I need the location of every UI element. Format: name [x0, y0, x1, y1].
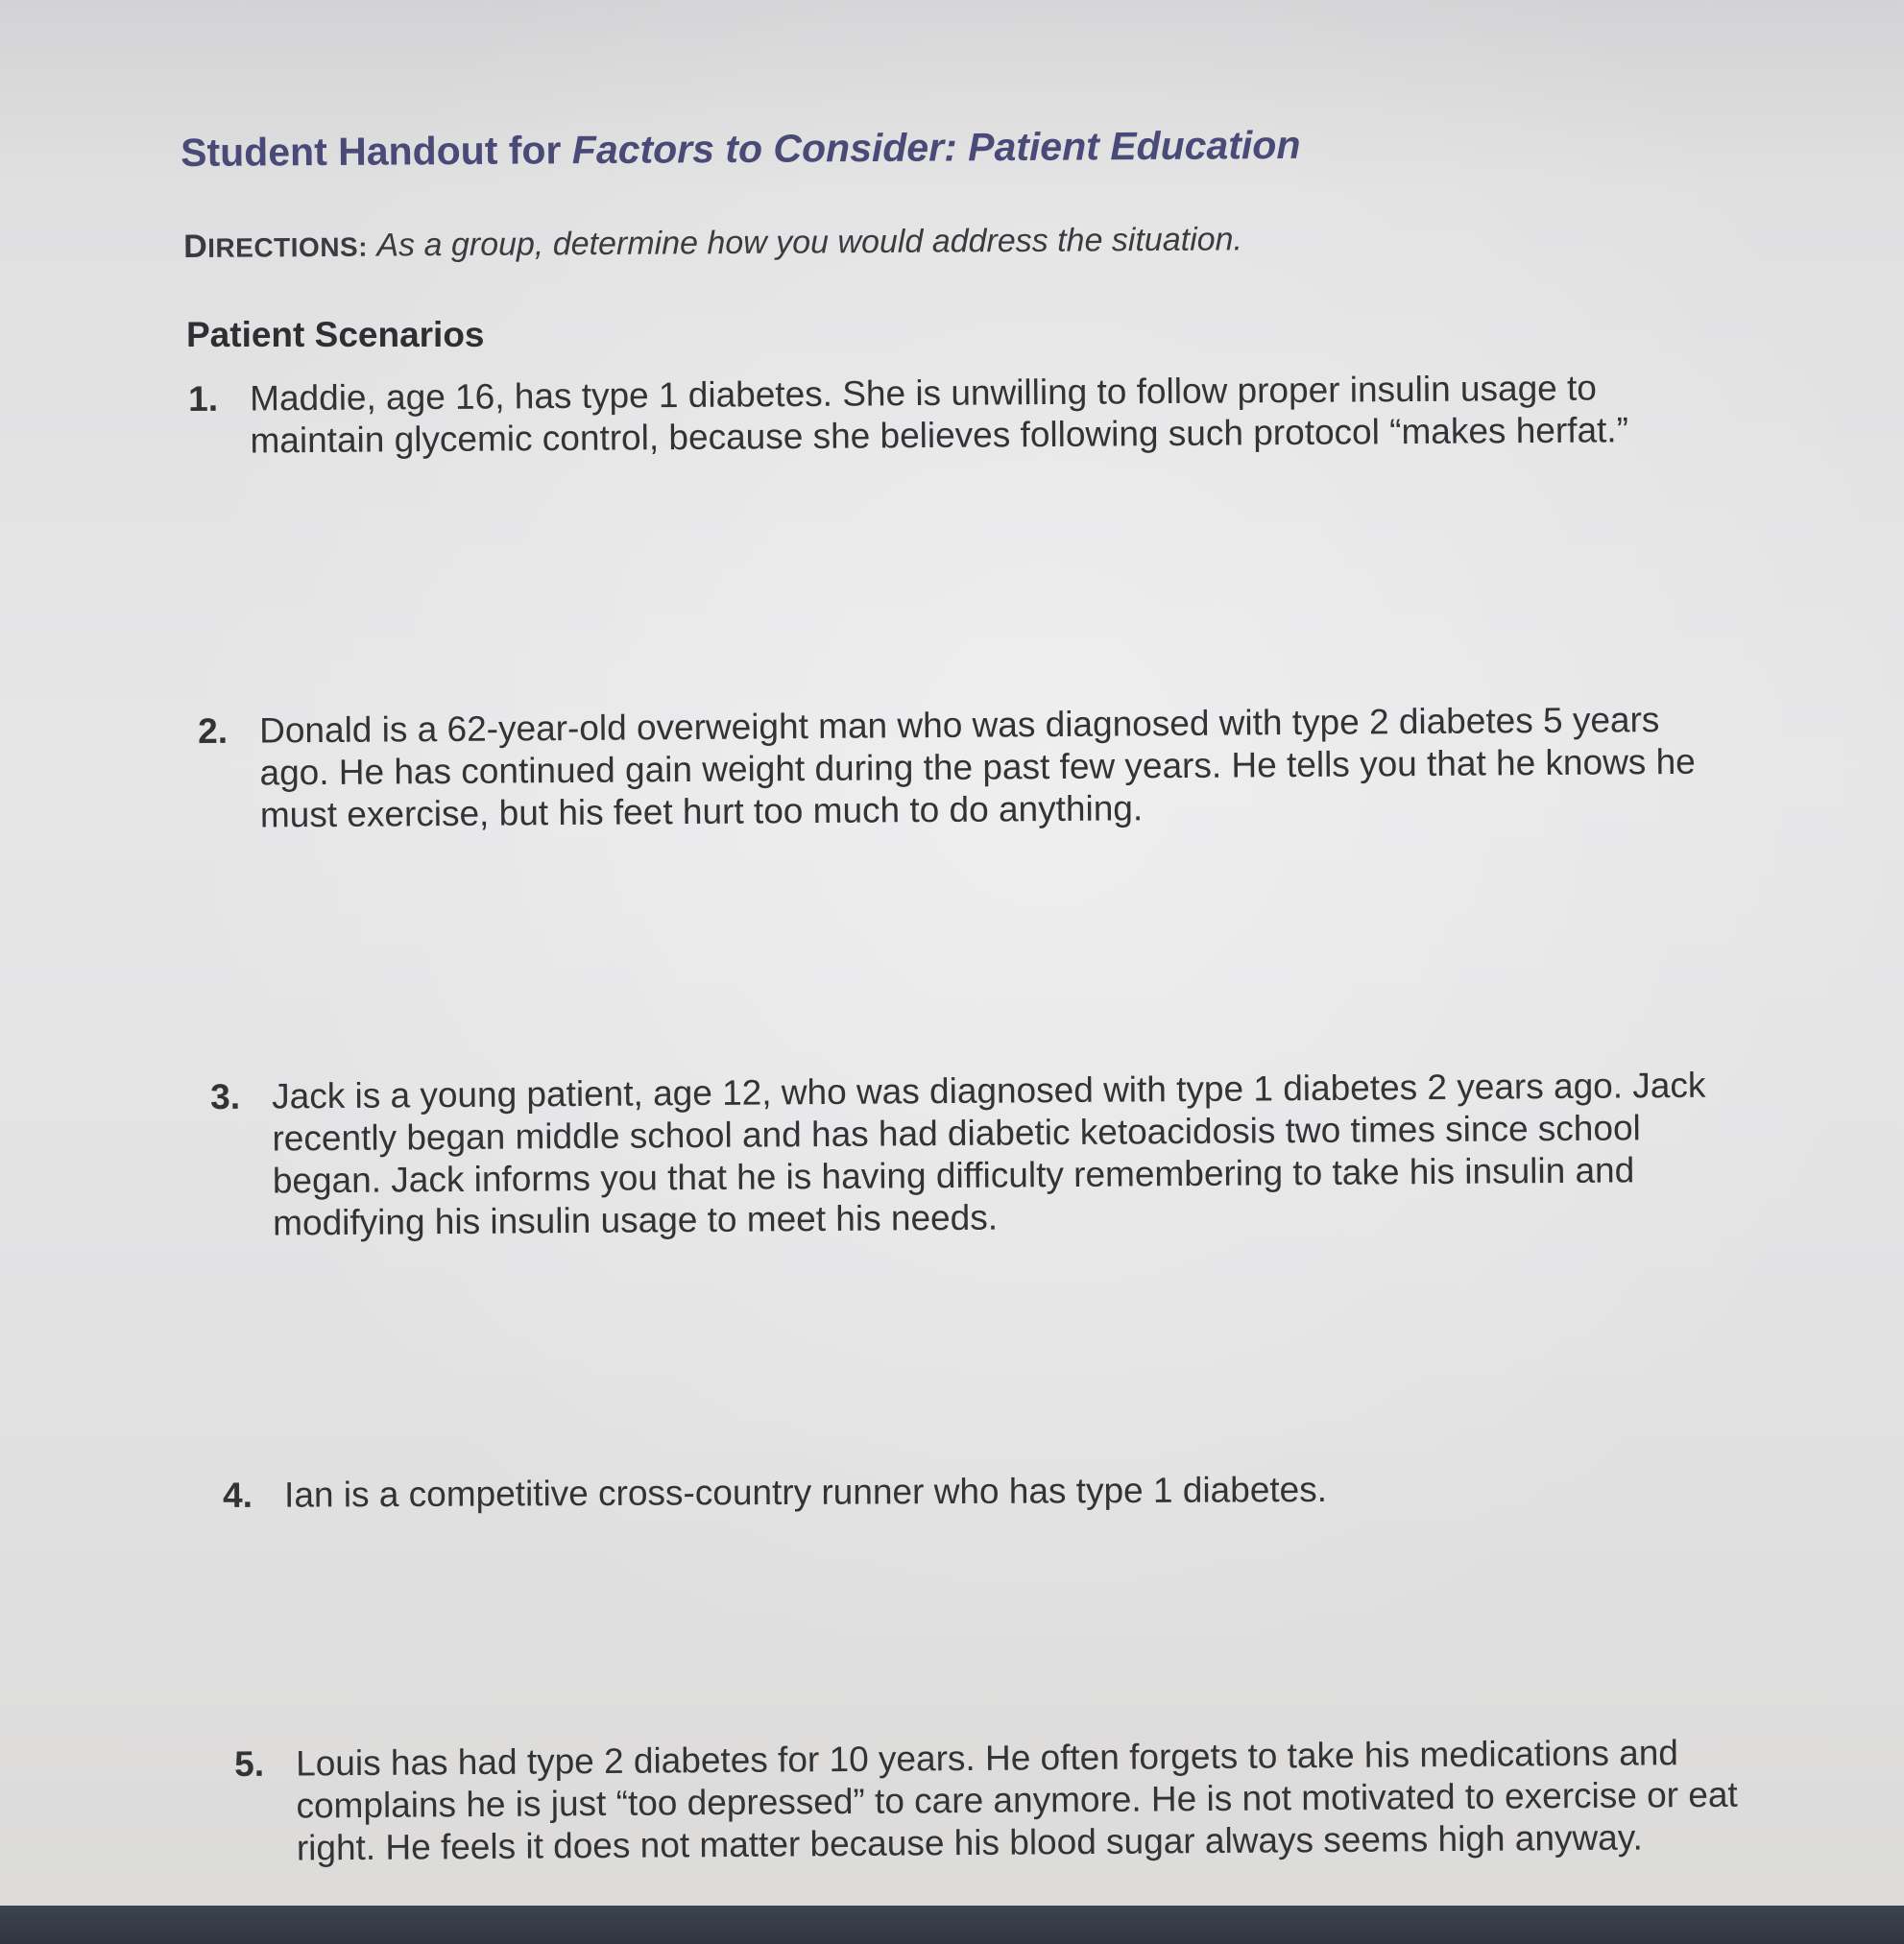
scenario-item [234, 1731, 1771, 1870]
scenario-text: Maddie, age 16, has type 1 diabetes. She is unwilling to follow proper insulin usage to maintain glycemic control, because she believes following such protocol “makes herfat.” [250, 368, 1629, 461]
directions [183, 221, 1242, 266]
scenario-number: 4. [223, 1475, 253, 1515]
scenario-number: 5. [234, 1743, 265, 1784]
scenario-text: Jack is a young patient, age 12, who was diagnosed with type 1 diabetes 2 years ago. Jack recently began middle school and has had diabetic ketoacidosis two times since school began. Jack informs you that he is having difficulty remembering to take his insulin and modifying his insulin usage to meet his needs. [272, 1065, 1706, 1243]
scenario-item [188, 367, 1687, 463]
scenario-item [210, 1064, 1747, 1245]
directions-label [183, 228, 368, 265]
scenario-text: Donald is a 62-year-old overweight man who was diagnosed with type 2 diabetes 5 years ago. He has continued gain weight during the past few years. He tells you that he knows he must exercise, but his feet hurt too much to do anything. [259, 700, 1696, 835]
scenario-item [198, 698, 1735, 837]
directions-label-first: D [183, 228, 208, 265]
scenario-number: 2. [198, 710, 229, 751]
handout-title [181, 123, 1301, 176]
section-heading: Patient Scenarios [186, 315, 485, 354]
directions-label-rest: IRECTIONS: [207, 231, 369, 263]
screen-bottom-bezel [0, 1906, 1904, 1944]
title-prefix: Student Handout for [181, 128, 572, 175]
scenario-number: 1. [188, 378, 219, 419]
scenario-number: 3. [210, 1076, 241, 1116]
scenario-text: Louis has had type 2 diabetes for 10 years. He often forgets to take his medications and complains he is just “too depressed” to care anymore. He is not motivated to exercise or eat right. He feels it does not matter because his blood sugar always seems high anyway. [296, 1733, 1738, 1868]
title-italic: Factors to Consider: Patient Education [571, 122, 1301, 173]
directions-text: As a group, determine how you would address the situation. [376, 221, 1243, 264]
scenario-text: Ian is a competitive cross-country runner who has type 1 diabetes. [284, 1469, 1328, 1515]
scenario-item [223, 1467, 1663, 1517]
